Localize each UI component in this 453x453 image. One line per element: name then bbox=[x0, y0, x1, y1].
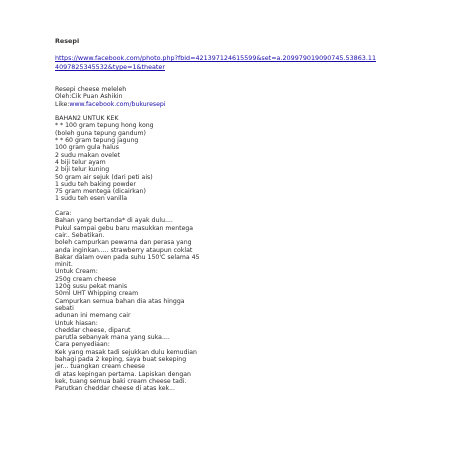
recipe-body bbox=[55, 86, 405, 392]
facebook-page-link[interactable]: www.facebook.com/bukuresepi bbox=[69, 100, 166, 108]
ingredient-line: 50 gram air sejuk (dari peti ais) bbox=[55, 173, 153, 181]
document-heading: Resepi bbox=[55, 37, 80, 45]
ingredient-line: 2 sudu makan ovelet bbox=[55, 151, 121, 159]
method-line: cheddar cheese, diparut bbox=[55, 326, 131, 334]
method-line: adunan ini memang cair bbox=[55, 312, 131, 320]
ingredient-line: BAHAN2 UNTUK KEK bbox=[55, 115, 119, 123]
method-line: Pukul sampai gebu baru masukkan mentega bbox=[55, 224, 194, 232]
ingredient-line: * * 60 gram tepung jagung bbox=[55, 137, 139, 145]
method-line: Bahan yang bertanda* di ayak dulu.... bbox=[55, 217, 173, 225]
method-line: Bakar dalam oven pada suhu 150'C selama 45 bbox=[55, 253, 200, 261]
ingredient-line: (boleh guna tepung gandum) bbox=[55, 129, 146, 137]
method-line: jer... tuangkan cream cheese bbox=[55, 363, 145, 371]
ingredient-line: 75 gram mentega (dicairkan) bbox=[55, 188, 146, 196]
link-line-2[interactable]: 4097825345532&type=1&theater bbox=[55, 63, 165, 71]
ingredient-line: * * 100 gram tepung hong kong bbox=[55, 122, 154, 130]
method-line: 50ml UHT Whipping cream bbox=[55, 290, 139, 298]
recipe-title: Resepi cheese meleleh bbox=[55, 86, 127, 93]
method-line: di atas kepingan pertama. Lapiskan dengan bbox=[55, 370, 191, 378]
like-line bbox=[55, 101, 405, 108]
method-line: Parutkan cheddar cheese di atas kek... bbox=[55, 385, 175, 393]
ingredient-line: 100 gram gula halus bbox=[55, 144, 119, 152]
ingredient-line: 1 sudu teh baking powder bbox=[55, 180, 136, 188]
method-line: Kek yang masak tadi sejukkan dulu kemudian bbox=[55, 348, 197, 356]
ingredient-line: 4 biji telur ayam bbox=[55, 158, 106, 166]
like-prefix: Like: bbox=[55, 100, 70, 108]
ingredients-section bbox=[55, 115, 405, 203]
ingredient-line: 1 sudu teh esen vanilla bbox=[55, 195, 128, 203]
spacer bbox=[55, 108, 405, 115]
method-line: Cara penyediaan: bbox=[55, 341, 110, 349]
facebook-photo-link[interactable] bbox=[55, 54, 405, 72]
method-line: boleh campurkan pewarna dan perasa yang bbox=[55, 239, 192, 247]
method-section bbox=[55, 210, 405, 392]
method-line: cair.. Sebatikan. bbox=[55, 231, 105, 239]
spacer bbox=[55, 203, 405, 210]
method-line: 120g susu pekat manis bbox=[55, 283, 128, 291]
method-line: Cara: bbox=[55, 210, 72, 218]
method-line: bahagi pada 2 keping, saya buat sekeping bbox=[55, 355, 187, 363]
method-line: parutla sebanyak mana yang suka.... bbox=[55, 334, 170, 342]
method-line: minit. bbox=[55, 261, 73, 269]
link-line-1[interactable]: https://www.facebook.com/photo.php?fbid=421397124615599&set=a.209979019090745.53863.11 bbox=[55, 54, 377, 62]
ingredient-line: 2 biji telur kuning bbox=[55, 166, 110, 174]
method-line: anda inginkan..... strawberry ataupun coklat bbox=[55, 246, 193, 254]
method-line: 250g cream cheese bbox=[55, 275, 117, 283]
recipe-author: Oleh:Cik Puan Ashikin bbox=[55, 93, 123, 101]
method-line: Campurkan semua bahan dia atas hingga bbox=[55, 297, 185, 305]
method-line: Untuk Cream: bbox=[55, 268, 98, 276]
method-line: sebati bbox=[55, 304, 74, 312]
method-line: Untuk hiasan: bbox=[55, 319, 98, 327]
method-line: kek, tuang semua baki cream cheese tadi. bbox=[55, 377, 187, 385]
